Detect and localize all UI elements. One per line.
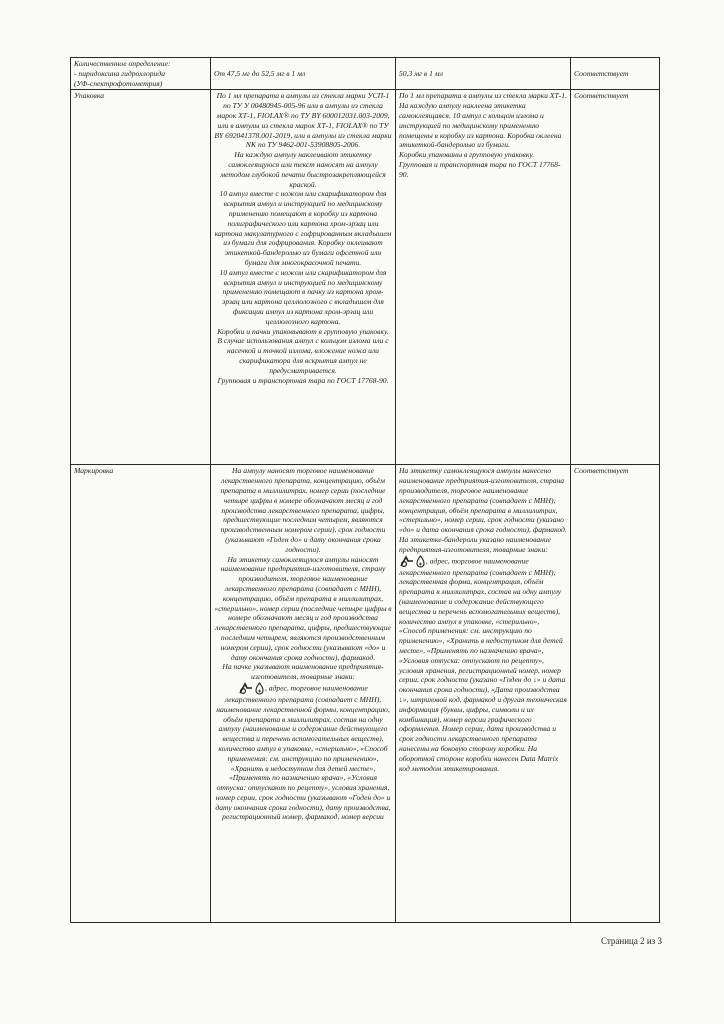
result-paragraph: На этикетку самоклеящуюся ампулы нанесено наименование предприятия-изготовителя, страна производителя, торговое наименование лекарственного препарата (совпадает с МНН), концентрация, объём препарата в миллилитрах, «стерильно», номер серии, срок годности (указано «до» и дата окончания срока годности), фармакод. <box>399 466 567 535</box>
row-name: Упаковка <box>74 91 105 101</box>
result-paragraph-text: , адрес, торговое наименование лекарственного препарата (совпадает с МНН), лекарственная форма, концентрация, объём препарата в миллилитрах, состав на одну ампулу (наименование и содержание действующего вещества и перечень вспомогательных веществ), количество ампул в упаковке, «стерильно», «Способ применения: см. инструкцию по применению», «Хранить в недоступном для детей месте», «Применять по назначению врача», «Условия отпуска: отпускают по рецепту», условия хранения, регистрационный номер, номер серии, срок годности (указано «Годен до ↓» и дата окончания срока годности), «Дата производства ↓», штриховой код, фармакод и другая техническая информация (буквы, цифры, символы и их комбинация), номер версии графического оформления. Номер серии, дата производства и срок годности лекарственного препарата нанесены на боковую сторону коробки. На оборотной стороне коробки нанесен Data Matrix код методом этикетирования. <box>399 555 567 773</box>
conclusion-cell <box>571 58 660 90</box>
requirement-paragraph: По 1 мл препарата в ампулы из стекла марки УСП-1 по ТУ У 00480945-005-96 или в ампулы из стекла марок ХТ-1, FIOLAX® по ТУ BY 600012031.003-2009, или в ампулы из стекла марок ХТ-1, FIOLAX® по ТУ BY 692041378.001-2019, или в ампулы из стекла марки NK по ТУ 9462-001-53908805-2006. <box>214 91 392 150</box>
row-name: Количественное определение: - пиридоксина гидрохлорида (УФ-спектрофотометрия) <box>74 59 171 88</box>
trademark-drop-icon <box>416 555 425 568</box>
table-row <box>71 58 660 90</box>
conclusion-cell <box>571 90 660 465</box>
trademark-drop-icon <box>255 682 264 695</box>
row-name: Маркировка <box>74 466 114 476</box>
requirement-cell <box>211 90 396 465</box>
trademark-icon <box>400 555 414 568</box>
row-name-cell <box>71 90 211 465</box>
result-text: 50,3 мг в 1 мл <box>399 68 443 78</box>
result-cell <box>396 90 571 465</box>
requirement-paragraph: На каждую ампулу наклеивают этикетку самоклеящуюся или текст наносят на ампулу методом глубокой печати быстрозакрепляющейся краской. <box>220 150 386 189</box>
requirement-paragraph: Групповая и транспортная тара по ГОСТ 17768-90. <box>217 375 389 385</box>
specification-table <box>70 57 660 923</box>
result-paragraph: По 1 мл препарата в ампулы из стекла марки ХТ-1. <box>399 91 567 101</box>
requirement-paragraph: 10 ампул вместе с ножом или скарификатором для вскрытия ампул и инструкцией по медицинскому применению помещают в пачку из картона хром-эрзац или картона целлюлозного с вкладышем для фиксации ампул из картона хром-эрзац или целлюлозного картона. <box>219 267 387 326</box>
row-name-cell <box>71 465 211 923</box>
result-paragraph: На каждую ампулу наклеена этикетка самоклеящаяся. 10 ампул с кольцом излома и инструкцией по медицинскому применению помещены в коробку из картона. Коробка оклеена этикеткой-бандеролью из бумаги. <box>399 101 562 150</box>
conclusion-text: Соответствует <box>574 91 629 101</box>
requirement-paragraph-text: , адрес, торговое наименование лекарственного препарата (совпадает с МНН), наименование лекарственной формы, концентрацию, объём препарата в миллилитрах, состав на одну ампулу (наименование и содержание действующего вещества и перечень вспомогательных веществ), количество ампул в упаковке, «стерильно», «Способ применения: см. инструкцию по применению», «Хранить в недоступном для детей месте», «Применять по назначению врача», «Условия отпуска: отпускают по рецепту», условия хранения, номер серии, срок годности (указывают «Годен до» и дату окончания срока годности), дату производства, регистрационный номер, фармакод, номер версии <box>215 683 391 822</box>
requirement-cell <box>211 465 396 923</box>
table-row <box>71 90 660 465</box>
conclusion-text: Соответствует <box>574 466 629 476</box>
requirement-paragraph: На этикетку самоклеящуюся ампулы наносят наименование предприятия-изготовителя, страну производителя, торговое наименование лекарственного препарата (совпадает с МНН), концентрацию, объём препарата в миллилитрах, «стерильно», номер серии (последние четыре цифры в номере обозначают месяц и год производства лекарственного препарата, цифры, предшествующие последним четырем, являются производственным номером серии), срок годности (указывают «до» и дату окончания срока годности), фармакод. <box>214 554 392 662</box>
conclusion-text: Соответствует <box>574 68 629 78</box>
requirement-paragraph: 10 ампул вместе с ножом или скарификатором для вскрытия ампул и инструкцией по медицинскому применению помещают в коробку из картона полиграфического или картона хром-эрзац или картона макулатурного с гофрированным вкладышем из бумаги для гофрирования. Коробку оклеивают этикеткой-бандеролью из бумаги офсетной или бумаги для многокрасочной печати. <box>214 189 392 267</box>
trademark-icon <box>239 682 253 695</box>
requirement-paragraph: В случае использования ампул с кольцом излома или с насечкой и точкой излома, вложение ножа или скарификатора для вскрытия ампул не предусматривается. <box>217 336 389 375</box>
table-row <box>71 465 660 923</box>
trademark-logos <box>400 555 425 568</box>
page-number: Страница 2 из 3 <box>601 936 662 946</box>
requirement-paragraph: На пачке указывают наименование предприятия-изготовителя, товарные знаки: <box>222 662 384 682</box>
trademark-logos <box>239 682 264 695</box>
requirement-paragraph-with-logos <box>214 682 392 822</box>
result-paragraph: Коробки упакованы в групповую упаковку. Групповая и транспортная тара по ГОСТ 17768-90. <box>399 150 561 179</box>
requirement-paragraph: Коробки и пачки упаковывают в групповую упаковку. <box>217 326 389 336</box>
result-cell <box>396 58 571 90</box>
requirement-text: От 47,5 мг до 52,5 мг в 1 мл <box>214 68 306 78</box>
result-paragraph: На этикетке-бандероли указано наименование предприятия-изготовителя, товарные знаки: <box>399 534 552 554</box>
result-cell <box>396 465 571 923</box>
conclusion-cell <box>571 465 660 923</box>
requirement-cell <box>211 58 396 90</box>
result-paragraph-with-logos <box>399 555 567 774</box>
row-name-cell <box>71 58 211 90</box>
requirement-paragraph: На ампулу наносят торговое наименование лекарственного препарата, концентрацию, объём препарата в миллилитрах, номер серии (последние четыре цифры в номере обозначают месяц и год производства лекарственного препарата, цифры, предшествующие последним четырем, являются производственным номером серии), срок годности (указывают «Годен до» и дату окончания срока годности). <box>220 466 386 554</box>
